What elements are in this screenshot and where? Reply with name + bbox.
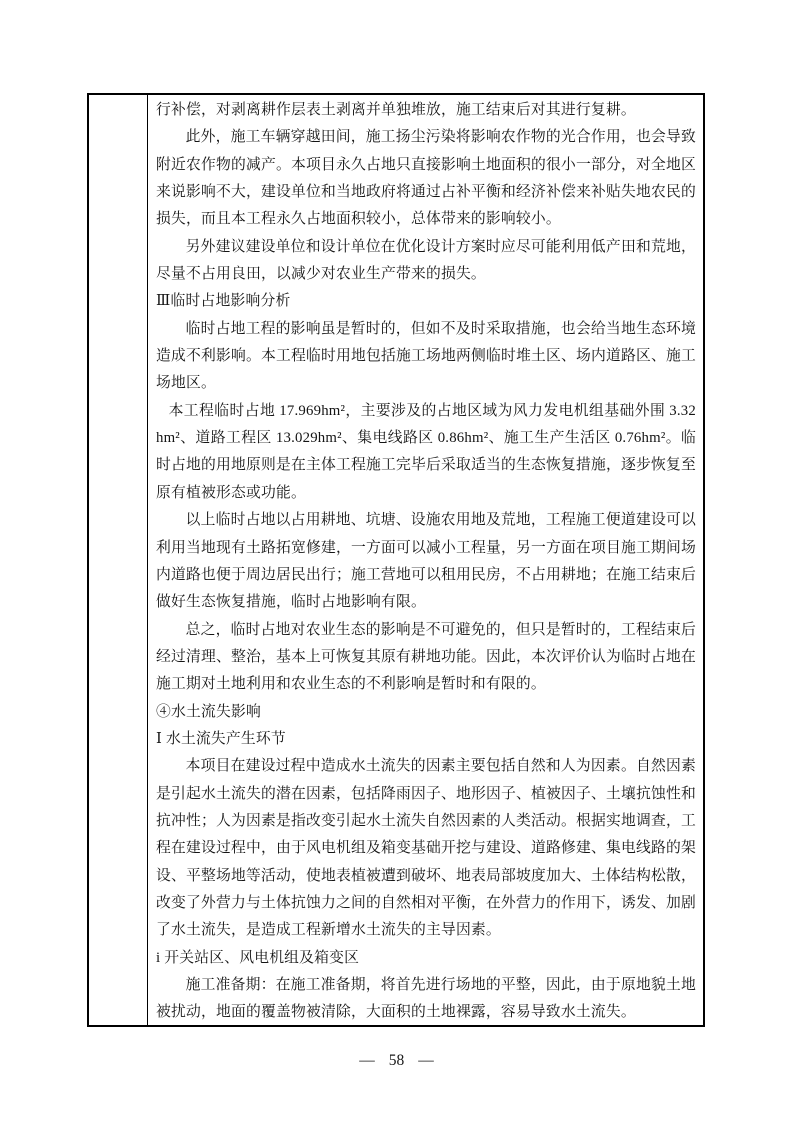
paragraph: 另外建议建设单位和设计单位在优化设计方案时应尽可能利用低产田和荒地，尽量不占用良田，以减少对农业生产带来的损失。 — [156, 238, 696, 283]
section-heading: ④水土流失影响 — [156, 703, 261, 720]
paragraph: 临时占地工程的影响虽是暂时的，但如不及时采取措施，也会给当地生态环境造成不利影响。本工程临时用地包括施工场地两侧临时堆土区、场内道路区、施工场地区。 — [156, 320, 696, 392]
paragraph: 以上临时占地以占用耕地、坑塘、设施农用地及荒地，工程施工便道建设可以利用当地现有土路拓宽修建，一方面可以减小工程量，另一方面在项目施工期间场内道路也便于周边居民出行；施工营地可以租用民房，不占用耕地；在施工结束后做好生态恢复措施，临时占地影响有限。 — [156, 512, 696, 611]
paragraph: 总之，临时占地对农业生态的影响是不可避免的，但只是暂时的，工程结束后经过清理、整治，基本上可恢复其原有耕地功能。因此，本次评价认为临时占地在施工期对土地利用和农业生态的不利影响是暂时和有限的。 — [156, 621, 696, 693]
footer-left-dash: — — [359, 1052, 375, 1069]
document-body — [148, 95, 703, 1025]
table-left-column — [89, 95, 148, 1025]
paragraph: 施工准备期：在施工准备期，将首先进行场地的平整，因此，由于原地貌土地被扰动，地面的覆盖物被清除，大面积的土地裸露，容易导致水土流失。 — [156, 977, 696, 1021]
section-heading: i 开关站区、风电机组及箱变区 — [156, 949, 360, 966]
section-heading: Ⅲ临时占地影响分析 — [156, 293, 291, 310]
paragraph: 行补偿，对剥离耕作层表土剥离并单独堆放，施工结束后对其进行复耕。 — [156, 102, 636, 118]
paragraph: 本项目在建设过程中造成水土流失的因素主要包括自然和人为因素。自然因素是引起水土流失的潜在因素，包括降雨因子、地形因子、植被因子、土壤抗蚀性和抗冲性；人为因素是指改变引起水土流失自然因素的人类活动。根据实地调查，工程在建设过程中，由于风电机组及箱变基础开挖与建设、道路修建、集电线路的架设、平整场地等活动，使地表植被遭到破坏、地表局部坡度加大、土体结构松散，改变了外营力与土体抗蚀力之间的自然相对平衡，在外营力的作用下，诱发、加剧了水土流失，是造成工程新增水土流失的主导因素。 — [156, 758, 696, 939]
page-number: 58 — [388, 1052, 405, 1069]
report-table — [87, 93, 705, 1027]
section-heading: Ⅰ 水土流失产生环节 — [156, 730, 286, 747]
footer-right-dash: — — [418, 1052, 434, 1069]
paragraph: 此外，施工车辆穿越田间，施工扬尘污染将影响农作物的光合作用，也会导致附近农作物的减产。本项目永久占地只直接影响土地面积的很小一部分，对全地区来说影响不大，建设单位和当地政府将通过占补平衡和经济补偿来补贴失地农民的损失，而且本工程永久占地面积较小，总体带来的影响较小。 — [156, 129, 696, 228]
paragraph: 本工程临时占地 17.969hm²，主要涉及的占地区域为风力发电机组基础外围 3.32hm²、道路工程区 13.029hm²、集电线路区 0.86hm²、施工生产生活区 0.76hm²。临时占地的用地原则是在主体工程施工完毕后采取适当的生态恢复措施，逐步恢复至原有植被形态或功能。 — [156, 402, 696, 501]
page-footer — [0, 1052, 793, 1070]
